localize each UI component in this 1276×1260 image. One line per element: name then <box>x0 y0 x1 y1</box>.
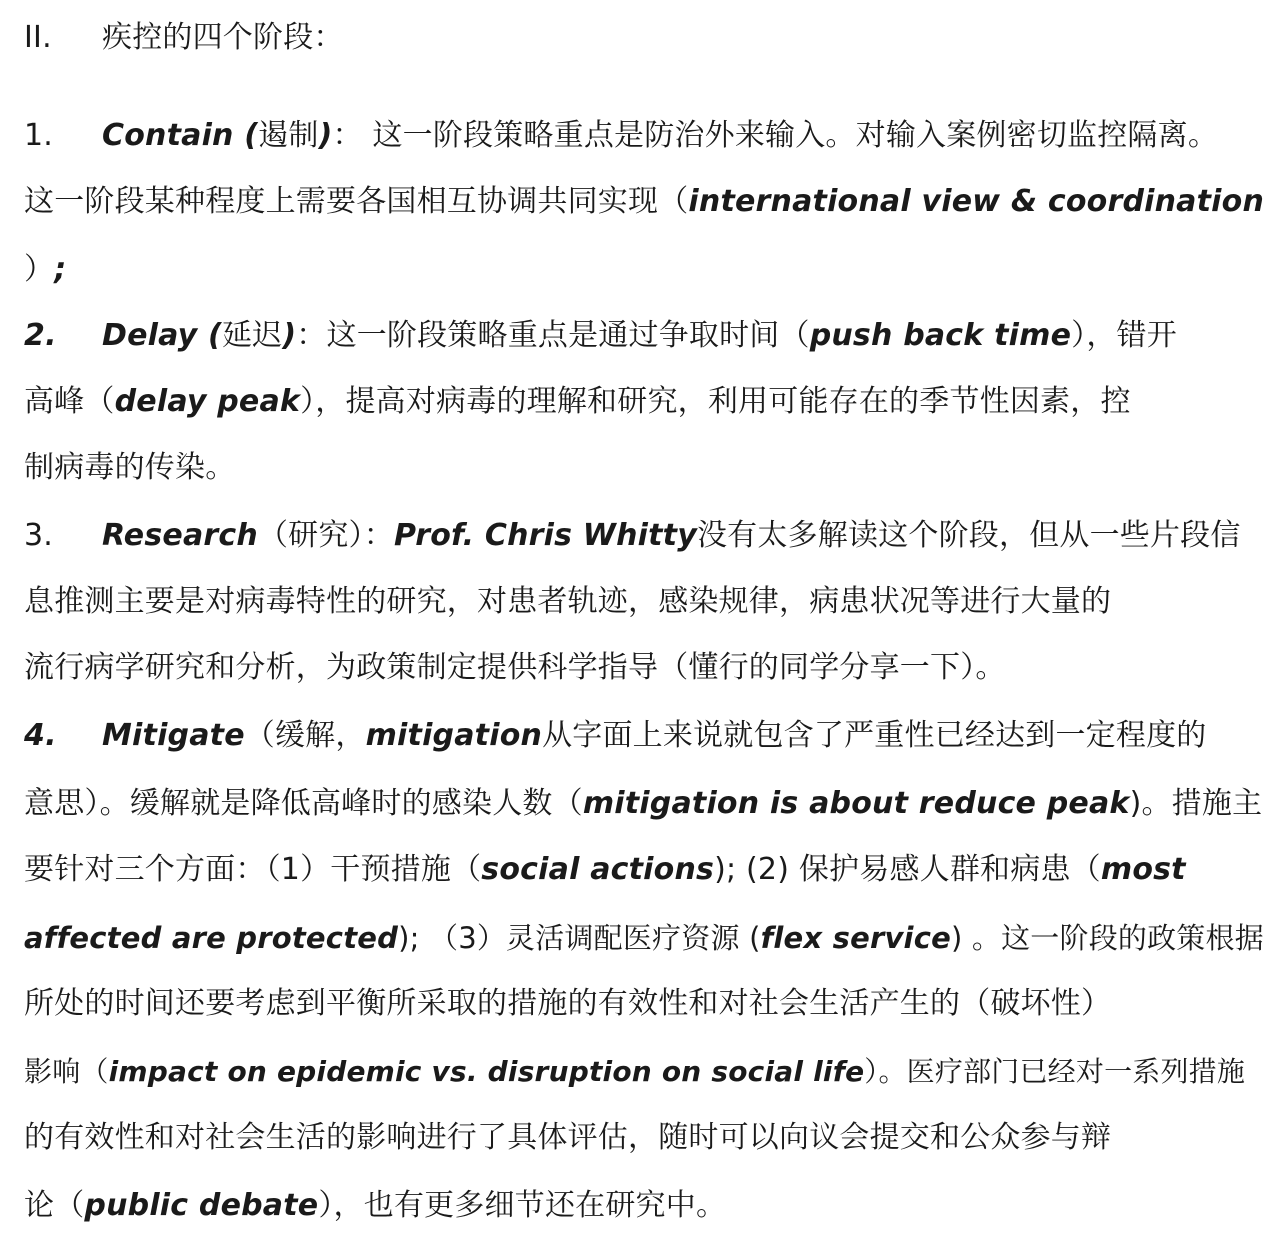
item-2-number: 2. <box>24 318 57 353</box>
item-4-english-6: impact on epidemic vs. disruption on social life <box>108 1055 865 1088</box>
item-4-text-6: 影响（ <box>24 1055 109 1088</box>
item-4-line-4 <box>24 916 1264 960</box>
item-4-english-3: social actions <box>481 852 715 887</box>
item-4-line-3 <box>24 848 1186 892</box>
item-4-line-5 <box>24 982 1111 1026</box>
item-1-line-3 <box>24 248 66 292</box>
item-2-tail-1: ），错开 <box>1071 318 1177 353</box>
item-4-text-5: 所处的时间还要考虑到平衡所采取的措施的有效性和对社会生活产生的（破坏性） <box>24 986 1112 1021</box>
item-1-english-2: international view & coordination <box>688 184 1264 219</box>
item-2-term: Delay ( <box>102 318 222 353</box>
item-4-english-1: mitigation <box>365 718 543 753</box>
item-2-line-1 <box>24 314 1177 358</box>
item-1-text-3: ） <box>24 252 55 287</box>
item-4-line-1 <box>24 714 1206 758</box>
item-2-tail-2: ），提高对病毒的理解和研究，利用可能存在的季节性因素，控 <box>300 384 1131 419</box>
item-4-tail-6: ）。医疗部门已经对一系列措施 <box>864 1055 1246 1088</box>
item-4-line-7 <box>24 1116 1111 1160</box>
item-2-term-cn: 延迟 <box>221 318 283 353</box>
item-2-line-2 <box>24 380 1131 424</box>
item-3-number: 3. <box>24 518 54 553</box>
item-1-term-cn: 遏制 <box>258 118 319 153</box>
item-4-line-6 <box>24 1050 1245 1094</box>
item-3-line-3 <box>24 646 1006 690</box>
item-4-tail-1: 从字面上来说就包含了严重性已经达到一定程度的 <box>542 718 1207 753</box>
item-3-text: （研究）： <box>257 518 394 553</box>
item-4-english-4: affected are protected <box>24 921 399 955</box>
item-1-number: 1. <box>24 118 54 153</box>
item-2-text-2: 高峰（ <box>24 384 115 419</box>
item-4-english-4b: flex service <box>760 921 951 955</box>
item-1-line-2 <box>24 180 1264 224</box>
item-3-text-2: 息推测主要是对病毒特性的研究，对患者轨迹，感染规律，病患状况等进行大量的 <box>24 584 1112 619</box>
item-4-text-2: 意思）。缓解就是降低高峰时的感染人数（ <box>24 786 583 821</box>
item-4-text-4: ); （3）灵活调配医疗资源 ( <box>398 921 761 955</box>
item-4-text-8: 论（ <box>24 1188 85 1223</box>
item-2-english-2: delay peak <box>114 384 301 419</box>
item-4-mid-3: ); (2) 保护易感人群和病患（ <box>714 852 1101 887</box>
item-4-term: Mitigate <box>102 718 245 753</box>
item-1-text-2: 这一阶段某种程度上需要各国相互协调共同实现（ <box>24 184 689 219</box>
item-4-tail-4: ) 。这一阶段的政策根据 <box>950 921 1264 955</box>
item-4-english-8: public debate <box>84 1188 319 1223</box>
section-heading <box>24 16 344 60</box>
item-3-english-1: Prof. Chris Whitty <box>393 518 697 553</box>
item-4-number: 4. <box>24 718 57 753</box>
item-4-tail-2: )。措施主 <box>1129 786 1263 821</box>
item-4-line-8 <box>24 1184 726 1228</box>
item-1-term-close: ) <box>318 118 333 153</box>
item-3-line-2 <box>24 580 1111 624</box>
item-4-english-3b: most <box>1100 852 1186 887</box>
item-4-tail-8: ），也有更多细节还在研究中。 <box>318 1188 727 1223</box>
item-4-text-7: 的有效性和对社会生活的影响进行了具体评估，随时可以向议会提交和公众参与辩 <box>24 1120 1112 1155</box>
item-1-english-3: ; <box>54 252 67 287</box>
heading-number: II. <box>24 20 52 55</box>
item-4-line-2 <box>24 782 1262 826</box>
item-1-line-1 <box>24 114 1218 158</box>
item-3-text-3: 流行病学研究和分析，为政策制定提供科学指导（懂行的同学分享一下）。 <box>24 650 1006 685</box>
item-3-term: Research <box>102 518 258 553</box>
item-2-term-close: ) <box>282 318 297 353</box>
item-2-line-3 <box>24 446 235 490</box>
item-2-english-1: push back time <box>809 318 1072 353</box>
item-3-tail-1: 没有太多解读这个阶段，但从一些片段信 <box>696 518 1241 553</box>
heading-text: 疾控的四个阶段： <box>102 20 344 55</box>
item-1-term: Contain ( <box>102 118 259 153</box>
item-3-line-1 <box>24 514 1241 558</box>
item-4-english-2: mitigation is about reduce peak <box>582 786 1130 821</box>
item-2-text-3: 制病毒的传染。 <box>24 450 236 485</box>
item-4-text: （缓解， <box>244 718 366 753</box>
item-4-text-3: 要针对三个方面：（1）干预措施（ <box>24 852 482 887</box>
item-2-text: ：这一阶段策略重点是通过争取时间（ <box>296 318 810 353</box>
item-1-text: ： 这一阶段策略重点是防治外来输入。对输入案例密切监控隔离。 <box>332 118 1219 153</box>
